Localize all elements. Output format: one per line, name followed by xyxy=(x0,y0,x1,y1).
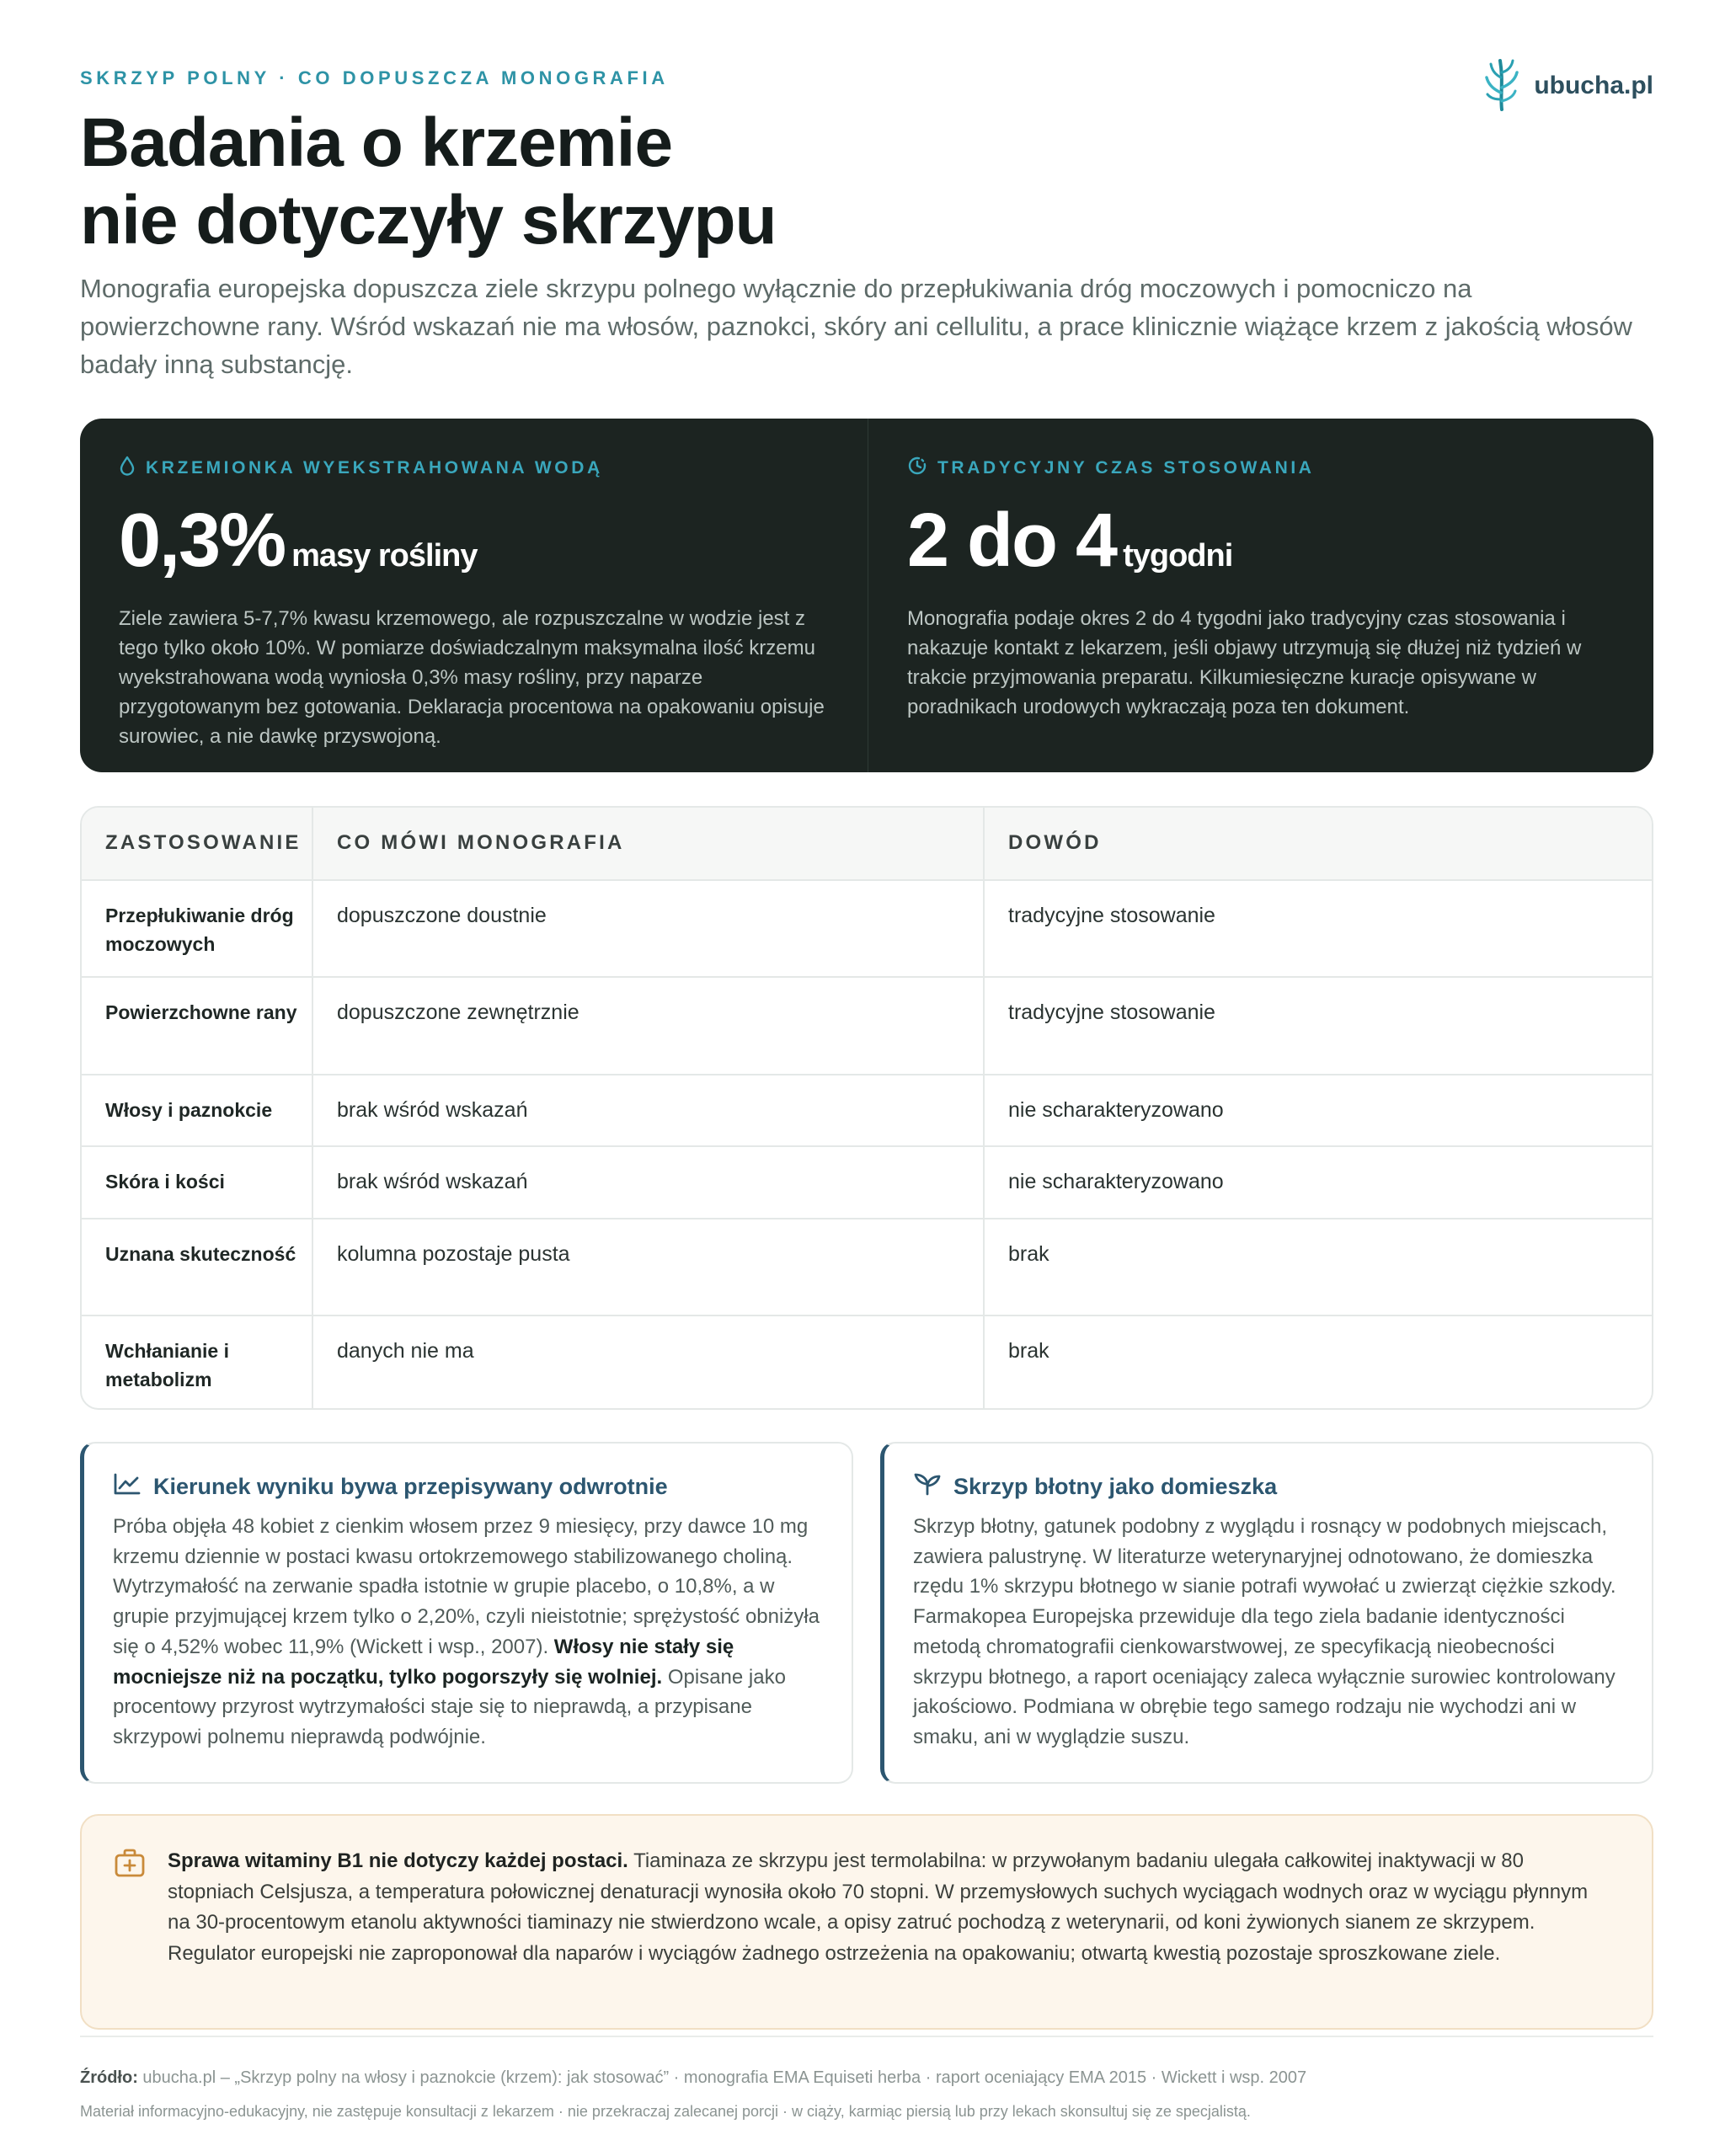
card-result-direction-heading: Kierunek wyniku bywa przepisywany odwrotnie xyxy=(153,1474,668,1499)
table-header-evidence: DOWÓD xyxy=(1008,831,1102,854)
card-result-direction xyxy=(80,1442,853,1784)
table-cell-monograph: brak wśród wskazań xyxy=(313,1147,985,1218)
table-cell-evidence: brak xyxy=(1008,1339,1049,1363)
lead-paragraph: Monografia europejska dopuszcza ziele skrzypu polnego wyłącznie do przepłukiwania dróg moczowych i pomocniczo na powierzchowne rany. Wśród wskazań nie ma włosów, paznokci, skóry ani cellulitu, a prace klinicznie wiążące krzem z jakością włosów badały inną substancję. xyxy=(80,274,1632,379)
stat-silica-value: 0,3% xyxy=(119,499,286,583)
stat-duration-value-row xyxy=(907,499,1615,583)
title-line-1: Badania o krzemie xyxy=(80,104,673,181)
stat-silica-value-row xyxy=(119,499,829,583)
stat-silica-description: Ziele zawiera 5-7,7% kwasu krzemowego, ale rozpuszczalne w wodzie jest z tego tylko około 10%. W pomiarze doświadczalnym maksymalna ilość krzemu wyekstrahowana wodą wyniosła 0,3% masy rośliny, przy naparze przygotowanym bez gotowania. Deklaracja procentowa na opakowaniu opisuje surowiec, a nie dawkę przyswojoną. xyxy=(119,607,825,748)
stat-silica xyxy=(80,419,868,772)
table-row xyxy=(82,978,1652,1075)
source-line xyxy=(80,2068,1306,2088)
table-cell-use: Wchłanianie i metabolizm xyxy=(82,1316,313,1410)
vitamin-b1-notice-bold: Sprawa witaminy B1 nie dotyczy każdej postaci. xyxy=(168,1849,628,1872)
brand-logo[interactable] xyxy=(1483,56,1653,115)
title-line-2: nie dotyczyły skrzypu xyxy=(80,182,777,259)
card-result-direction-text-lead: Próba objęła 48 kobiet z cienkim włosem przez 9 miesięcy, przy dawce 10 mg krzemu dziennie w postaci kwasu ortokrzemowego stabilizowanego choliną. Wytrzymałość na zerwanie spadła istotnie w grupie placebo, o 10,8%, a w grupie przyjmującej krzem tylko o 2,20%, czyli nieistotnie; sprężystość obniżyła się o 4,52% wobec 11,9% (Wickett i wsp., 2007). xyxy=(113,1515,820,1658)
sprout-icon xyxy=(913,1472,942,1502)
trend-chart-icon xyxy=(113,1472,142,1502)
card-result-direction-title xyxy=(113,1472,823,1502)
card-result-direction-text-tail: Opisane jako procentowy przyrost wytrzymałości staje się to nieprawdą, a przypisane skrzypowi polnemu nieprawdą podwójnie. xyxy=(113,1665,786,1748)
table-row xyxy=(82,1219,1652,1316)
drop-icon xyxy=(119,456,136,481)
table-header-row xyxy=(82,808,1652,881)
brand-name: ubucha.pl xyxy=(1534,71,1653,99)
table-cell-use: Przepłukiwanie dróg moczowych xyxy=(82,881,313,976)
table-cell-use: Powierzchowne rany xyxy=(82,978,313,1074)
clock-icon xyxy=(907,456,927,481)
stat-silica-label xyxy=(119,456,829,481)
table-row xyxy=(82,1075,1652,1147)
table-cell-monograph: dopuszczone doustnie xyxy=(313,881,985,976)
stat-silica-label-text: KRZEMIONKA WYEKSTRAHOWANA WODĄ xyxy=(146,458,603,478)
page-title xyxy=(80,104,777,259)
vitamin-b1-notice-text xyxy=(168,1846,1601,1969)
disclaimer-line: Materiał informacyjno-edukacyjny, nie zastępuje konsultacji z lekarzem · nie przekraczaj zalecanej porcji · w ciąży, karmiąc piersią lub przy lekach skonsultuj się ze specjalistą. xyxy=(80,2103,1251,2120)
table-cell-evidence: tradycyjne stosowanie xyxy=(1008,1001,1215,1024)
table-header-monograph: CO MÓWI MONOGRAFIA xyxy=(313,808,985,879)
source-label: Źródło: xyxy=(80,2068,138,2087)
stats-panel xyxy=(80,419,1653,772)
stat-duration-unit: tygodni xyxy=(1123,538,1233,574)
card-marsh-horsetail-text: Skrzyp błotny, gatunek podobny z wyglądu i rosnący w podobnych miejscach, zawiera palustrynę. W literaturze weterynaryjnej odnotowano, że domieszka rzędu 1% skrzypu błotnego w sianie potrafi wywołać u zwierząt ciężkie szkody. Farmakopea Europejska przewiduje dla tego ziela badanie identyczności metodą chromatografii cienkowarstwowej, ze specyfikacją nieobecności skrzypu błotnego, a raport oceniający zaleca wyłącznie surowiec kontrolowany jakościowo. Podmiana w obrębie tego samego rodzaju nie wychodzi ani w smaku, ani w wyglądzie suszu. xyxy=(913,1515,1616,1748)
table-cell-use: Skóra i kości xyxy=(82,1147,313,1218)
card-result-direction-text xyxy=(113,1512,823,1753)
table-row xyxy=(82,1147,1652,1219)
vitamin-b1-notice-body: Tiaminaza ze skrzypu jest termolabilna: w przywołanym badaniu ulegała całkowitej inaktywacji w 80 stopniach Celsjusza, a temperatura połowicznej denaturacji wynosiła około 70 stopni. W przemysłowych suchych wyciągach wodnych oraz w wyciągu płynnym na 30-procentowym etanolu aktywności tiaminazy nie stwierdzono wcale, a opisy zatruć pochodzą z weterynarii, od koni żywionych sianem ze skrzypem. Regulator europejski nie zaproponował dla naparów i wyciągów żadnego ostrzeżenia na opakowaniu; otwartą kwestią pozostaje sproszkowane ziele. xyxy=(168,1849,1589,1965)
card-marsh-horsetail xyxy=(880,1442,1653,1784)
vitamin-b1-notice xyxy=(80,1814,1653,2030)
medical-kit-icon xyxy=(114,1848,146,1882)
table-header-use: ZASTOSOWANIE xyxy=(82,808,313,879)
table-cell-monograph: danych nie ma xyxy=(313,1316,985,1410)
table-row xyxy=(82,881,1652,978)
table-cell-evidence: nie scharakteryzowano xyxy=(1008,1098,1224,1122)
stat-duration-description: Monografia podaje okres 2 do 4 tygodni jako tradycyjny czas stosowania i nakazuje kontakt z lekarzem, jeśli objawy utrzymują się dłużej niż tydzień w trakcie przyjmowania preparatu. Kilkumiesięczne kuracje opisywane w poradnikach urodowych wykraczają poza ten dokument. xyxy=(907,607,1582,718)
table-row xyxy=(82,1316,1652,1410)
eyebrow-label: SKRZYP POLNY · CO DOPUSZCZA MONOGRAFIA xyxy=(80,67,669,88)
source-text: ubucha.pl – „Skrzyp polny na włosy i paznokcie (krzem): jak stosować” · monografia EMA Equiseti herba · raport oceniający EMA 2015 · Wickett i wsp. 2007 xyxy=(137,2068,1307,2087)
table-cell-evidence: brak xyxy=(1008,1242,1049,1266)
card-result-direction-text-bold: Włosy nie stały się mocniejsze niż na początku, tylko pogorszyły się wolniej. xyxy=(113,1635,734,1689)
table-cell-evidence: tradycyjne stosowanie xyxy=(1008,904,1215,927)
monograph-table xyxy=(80,806,1653,1410)
table-cell-use: Uznana skuteczność xyxy=(82,1219,313,1315)
footer-divider xyxy=(80,2036,1653,2037)
table-cell-use: Włosy i paznokcie xyxy=(82,1075,313,1145)
horsetail-logo-icon xyxy=(1483,56,1522,115)
card-marsh-horsetail-title xyxy=(913,1472,1623,1502)
table-cell-monograph: kolumna pozostaje pusta xyxy=(313,1219,985,1315)
stat-duration-label-text: TRADYCYJNY CZAS STOSOWANIA xyxy=(937,458,1315,478)
card-marsh-horsetail-heading: Skrzyp błotny jako domieszka xyxy=(953,1474,1278,1499)
stat-duration-value: 2 do 4 xyxy=(907,499,1117,583)
stat-silica-unit: masy rośliny xyxy=(291,538,478,574)
table-cell-monograph: dopuszczone zewnętrznie xyxy=(313,978,985,1074)
table-cell-monograph: brak wśród wskazań xyxy=(313,1075,985,1145)
table-cell-evidence: nie scharakteryzowano xyxy=(1008,1170,1224,1193)
stat-duration xyxy=(868,419,1653,772)
stat-duration-label xyxy=(907,456,1615,481)
